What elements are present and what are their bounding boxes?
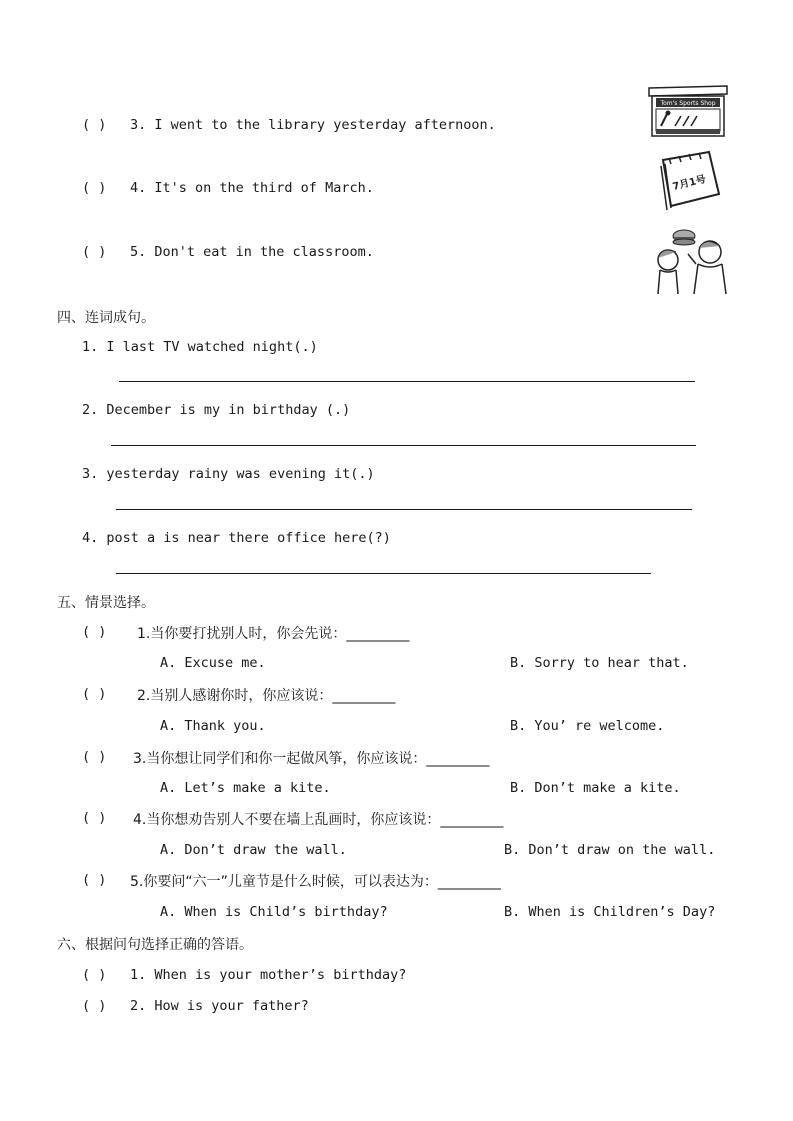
option-a[interactable]: A. Thank you. — [160, 718, 266, 734]
calendar-date-text: 7月1号 — [671, 174, 708, 193]
option-a[interactable]: A. Let’s make a kite. — [160, 780, 331, 796]
option-b[interactable]: B. When is Children’s Day? — [504, 904, 716, 920]
answer-paren[interactable]: ( ) — [82, 686, 107, 702]
section-title: 五、情景选择。 — [57, 595, 155, 611]
answer-paren[interactable]: ( ) — [82, 244, 107, 260]
answer-paren[interactable]: ( ) — [82, 967, 107, 983]
option-b[interactable]: B. Don’t draw on the wall. — [504, 842, 716, 858]
section-title: 四、连词成句。 — [57, 310, 155, 326]
scrambled-sentence: 2. December is my in birthday (.) — [82, 402, 351, 418]
question-text: 2. How is your father? — [130, 998, 309, 1014]
option-a[interactable]: A. Excuse me. — [160, 655, 266, 671]
option-a[interactable]: A. Don’t draw the wall. — [160, 842, 347, 858]
scrambled-sentence: 3. yesterday rainy was evening it(.) — [82, 466, 375, 482]
answer-line[interactable] — [116, 509, 692, 510]
sentence-text: 3. I went to the library yesterday afternoon. — [130, 117, 496, 133]
answer-line[interactable] — [111, 445, 696, 446]
answer-paren[interactable]: ( ) — [82, 998, 107, 1014]
answer-paren[interactable]: ( ) — [82, 117, 107, 133]
option-b[interactable]: B. Sorry to hear that. — [510, 655, 689, 671]
question-text: 3.当你想让同学们和你一起做风筝，你应该说：_________ — [133, 751, 490, 767]
answer-paren[interactable]: ( ) — [82, 624, 107, 640]
sentence-text: 5. Don't eat in the classroom. — [130, 244, 374, 260]
question-text: 5.你要问“六一”儿童节是什么时候，可以表达为：_________ — [130, 874, 501, 890]
question-text: 1.当你要打扰别人时，你会先说：_________ — [137, 626, 410, 642]
scrambled-sentence: 4. post a is near there office here(?) — [82, 530, 391, 546]
scrambled-sentence: 1. I last TV watched night(.) — [82, 339, 318, 355]
section-title: 六、根据问句选择正确的答语。 — [57, 937, 253, 953]
answer-paren[interactable]: ( ) — [82, 872, 107, 888]
shop-sign-text: Tom's Sports Shop — [660, 100, 716, 107]
option-b[interactable]: B. You’ re welcome. — [510, 718, 665, 734]
sentence-text: 4. It's on the third of March. — [130, 180, 374, 196]
answer-line[interactable] — [119, 381, 695, 382]
answer-line[interactable] — [116, 573, 651, 574]
calendar-picture — [657, 150, 725, 212]
answer-paren[interactable]: ( ) — [82, 180, 107, 196]
answer-paren[interactable]: ( ) — [82, 810, 107, 826]
question-text: 4.当你想劝告别人不要在墙上乱画时，你应该说：_________ — [133, 812, 504, 828]
option-b[interactable]: B. Don’t make a kite. — [510, 780, 681, 796]
answer-paren[interactable]: ( ) — [82, 749, 107, 765]
option-a[interactable]: A. When is Child’s birthday? — [160, 904, 388, 920]
sports-shop-picture — [647, 84, 729, 138]
children-hamburger-picture — [654, 224, 730, 296]
question-text: 1. When is your mother’s birthday? — [130, 967, 407, 983]
question-text: 2.当别人感谢你时，你应该说：_________ — [137, 688, 396, 704]
